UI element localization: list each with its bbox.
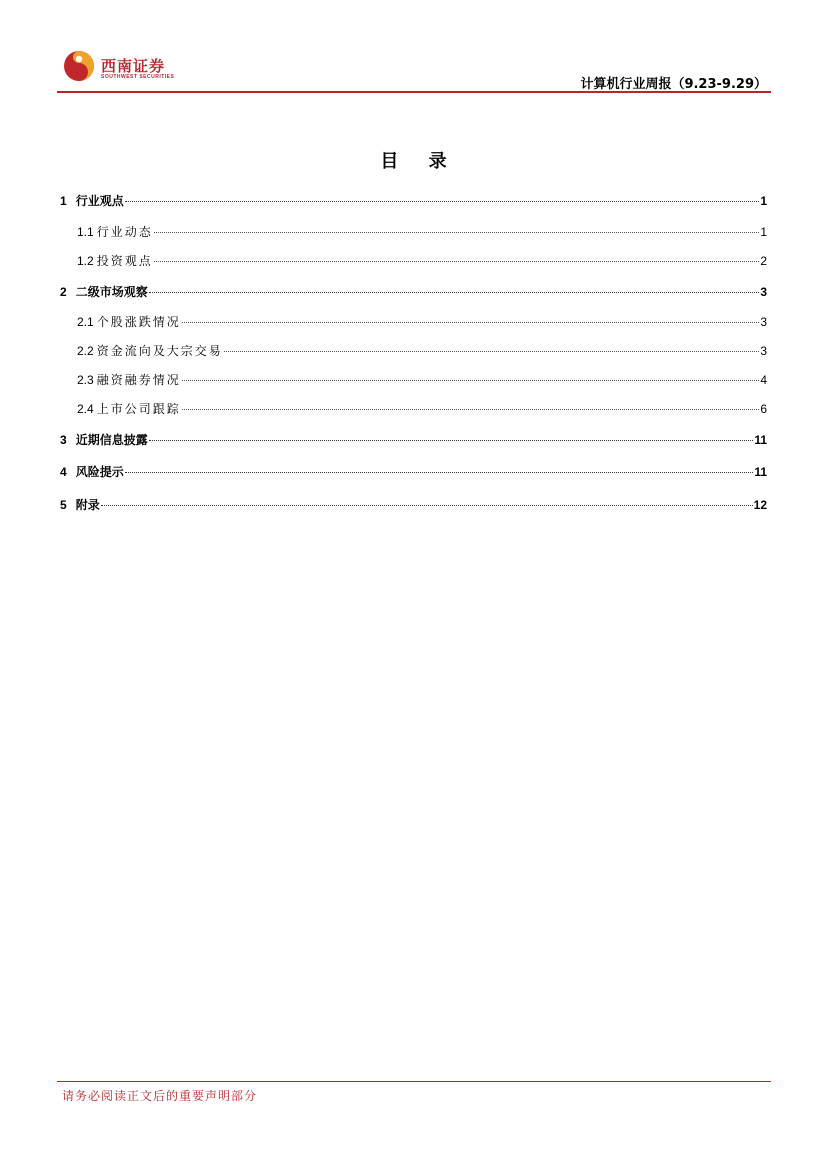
toc-entry-page: 11 [754,433,767,447]
toc-entry[interactable] [77,313,767,333]
logo-english-text: SOUTHWEST SECURITIES [101,74,175,80]
toc-entry-number: 1 [60,194,67,208]
toc-entry-number: 3 [60,433,67,447]
toc-leader-dots [182,380,760,381]
toc-leader-dots [182,409,760,410]
toc-entry-label: 行业动态 [96,225,153,239]
toc-entry[interactable] [77,252,767,272]
page-header [57,48,771,94]
toc-entry[interactable] [77,371,767,391]
toc-leader-dots [149,292,760,293]
toc-entry-number: 2 [60,285,67,299]
toc-leader-dots [149,440,754,441]
toc-leader-dots [154,232,760,233]
toc-entry[interactable] [77,400,767,420]
toc-leader-dots [125,472,754,473]
toc-leader-dots [182,322,760,323]
toc-leader-dots [154,261,760,262]
toc-entry[interactable] [77,223,767,243]
toc-entry[interactable] [60,192,767,212]
toc-entry-label: 风险提示 [75,465,124,479]
toc-leader-dots [101,505,753,506]
toc-entry-label: 二级市场观察 [75,285,148,299]
toc-entry-label: 行业观点 [75,194,124,208]
toc-entry-label: 资金流向及大宗交易 [96,344,223,358]
logo-chinese-text: 西南证券 [101,57,166,75]
footer-disclaimer: 请务必阅读正文后的重要声明部分 [62,1089,258,1103]
toc-entry-page: 11 [754,465,767,479]
toc-entry[interactable] [60,283,767,303]
toc-entry-page: 3 [760,315,767,329]
toc-entry-page: 12 [753,498,767,512]
toc-entry-label: 融资融券情况 [96,373,181,387]
toc-leader-dots [125,201,760,202]
toc-entry-page: 2 [760,254,767,268]
toc-entry-label: 上市公司跟踪 [96,402,181,416]
report-title: 计算机行业周报（9.23-9.29） [580,77,767,92]
footer-divider [57,1081,771,1082]
toc-leader-dots [224,351,760,352]
toc-entry-label: 投资观点 [96,254,153,268]
toc-title: 目 录 [380,151,459,172]
toc-entry-number: 5 [60,498,67,512]
toc-entry-label: 近期信息披露 [75,433,148,447]
toc-entry-number: 2.3 [77,373,94,387]
logo-emblem-icon [63,50,95,82]
toc-entry[interactable] [77,342,767,362]
header-divider [57,91,771,93]
toc-entry-page: 3 [760,344,767,358]
toc-entry[interactable] [60,496,767,516]
toc-entry-page: 4 [760,373,767,387]
toc-entry[interactable] [60,431,767,451]
toc-entry-number: 1.2 [77,254,94,268]
toc-entry-number: 2.2 [77,344,94,358]
toc-entry-page: 3 [760,285,767,299]
toc-entry-label: 个股涨跌情况 [96,315,181,329]
toc-entry-number: 2.1 [77,315,94,329]
toc-entry-page: 1 [760,194,767,208]
toc-entry-page: 6 [760,402,767,416]
toc-entry-number: 1.1 [77,225,94,239]
toc-entry[interactable] [60,463,767,483]
toc-entry-number: 4 [60,465,67,479]
toc-entry-number: 2.4 [77,402,94,416]
toc-entry-page: 1 [760,225,767,239]
toc-entry-label: 附录 [75,498,100,512]
